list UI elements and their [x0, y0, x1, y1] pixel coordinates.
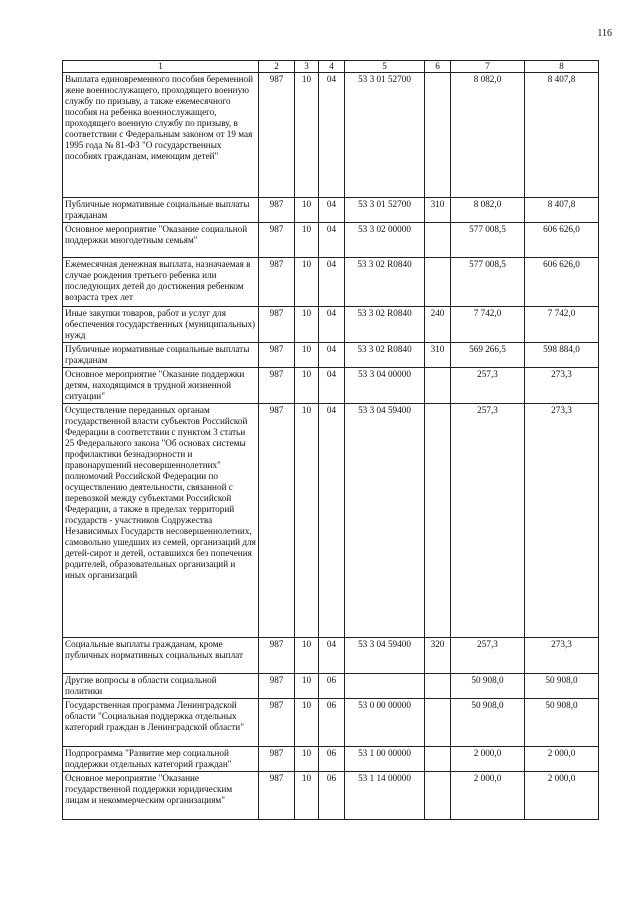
row-sum-2: 2 000,0: [525, 772, 599, 820]
page-number: 116: [597, 28, 612, 39]
column-header-6: 6: [425, 61, 451, 73]
row-name: Публичные нормативные социальные выплаты гражданам: [63, 343, 259, 368]
row-sum-1: 8 082,0: [451, 198, 525, 223]
column-header-2: 2: [259, 61, 295, 73]
row-csr: 53 3 01 52700: [345, 198, 425, 223]
row-pr: 06: [319, 699, 345, 747]
row-pr: 04: [319, 404, 345, 638]
row-name: Государственная программа Ленинградской области "Социальная поддержка отдельных категорий граждан в Ленинградской области": [63, 699, 259, 747]
row-rz: 10: [295, 343, 319, 368]
row-ved: 987: [259, 198, 295, 223]
table-row: [63, 699, 599, 747]
row-csr: 53 1 14 00000: [345, 772, 425, 820]
row-rz: 10: [295, 307, 319, 343]
row-pr: 04: [319, 223, 345, 258]
column-header-7: 7: [451, 61, 525, 73]
row-vr: 310: [425, 343, 451, 368]
column-header-5: 5: [345, 61, 425, 73]
row-sum-1: 257,3: [451, 404, 525, 638]
row-vr: [425, 223, 451, 258]
row-sum-1: 2 000,0: [451, 772, 525, 820]
row-sum-2: 8 407,8: [525, 198, 599, 223]
row-csr: 53 3 02 R0840: [345, 307, 425, 343]
row-sum-1: 2 000,0: [451, 747, 525, 772]
table-row: [63, 772, 599, 820]
row-rz: 10: [295, 368, 319, 404]
row-sum-1: 8 082,0: [451, 73, 525, 198]
row-rz: 10: [295, 674, 319, 699]
row-ved: 987: [259, 699, 295, 747]
row-ved: 987: [259, 223, 295, 258]
row-name: Основное мероприятие "Оказание государственной поддержки юридическим лицам и некоммерческим организациям": [63, 772, 259, 820]
row-name: Ежемесячная денежная выплата, назначаемая в случае рождения третьего ребенка или последующих детей до достижения ребенком возраста трех лет: [63, 258, 259, 307]
row-vr: [425, 258, 451, 307]
table-row: [63, 674, 599, 699]
row-pr: 04: [319, 198, 345, 223]
row-pr: 04: [319, 307, 345, 343]
table-row: [63, 747, 599, 772]
row-name: Основное мероприятие "Оказание поддержки детям, находящимся в трудной жизненной ситуации": [63, 368, 259, 404]
header-row: [63, 61, 599, 73]
row-pr: 04: [319, 258, 345, 307]
row-vr: [425, 404, 451, 638]
row-name: Выплата единовременного пособия беременной жене военнослужащего, проходящего военную службу по призыву, а также ежемесячного пособия на ребенка военнослужащего, проходящего военную службу по призыву, в соответствии с Федеральным законом от 19 мая 1995 года № 81-ФЗ "О государственных пособиях гражданам, имеющим детей": [63, 73, 259, 198]
row-name: Социальные выплаты гражданам, кроме публичных нормативных социальных выплат: [63, 638, 259, 674]
row-sum-2: 50 908,0: [525, 699, 599, 747]
column-header-8: 8: [525, 61, 599, 73]
row-rz: 10: [295, 223, 319, 258]
row-sum-2: 50 908,0: [525, 674, 599, 699]
row-vr: [425, 674, 451, 699]
row-vr: 320: [425, 638, 451, 674]
row-csr: 53 1 00 00000: [345, 747, 425, 772]
table-row: [63, 223, 599, 258]
row-vr: [425, 368, 451, 404]
row-ved: 987: [259, 368, 295, 404]
row-csr: 53 3 02 00000: [345, 223, 425, 258]
row-vr: 240: [425, 307, 451, 343]
table-row: [63, 258, 599, 307]
row-vr: [425, 699, 451, 747]
row-sum-1: 569 266,5: [451, 343, 525, 368]
table-row: [63, 307, 599, 343]
row-ved: 987: [259, 307, 295, 343]
row-pr: 06: [319, 674, 345, 699]
row-rz: 10: [295, 638, 319, 674]
column-header-1: 1: [63, 61, 259, 73]
table-row: [63, 404, 599, 638]
row-rz: 10: [295, 404, 319, 638]
row-ved: 987: [259, 674, 295, 699]
table-row: [63, 368, 599, 404]
row-rz: 10: [295, 747, 319, 772]
row-rz: 10: [295, 772, 319, 820]
row-csr: 53 3 02 R0840: [345, 343, 425, 368]
row-ved: 987: [259, 404, 295, 638]
row-sum-2: 8 407,8: [525, 73, 599, 198]
row-sum-1: 50 908,0: [451, 674, 525, 699]
row-pr: 04: [319, 343, 345, 368]
row-sum-2: 598 884,0: [525, 343, 599, 368]
row-sum-2: 2 000,0: [525, 747, 599, 772]
row-sum-2: 606 626,0: [525, 223, 599, 258]
row-vr: [425, 772, 451, 820]
row-sum-2: 606 626,0: [525, 258, 599, 307]
row-pr: 06: [319, 747, 345, 772]
row-pr: 04: [319, 73, 345, 198]
row-sum-1: 257,3: [451, 638, 525, 674]
row-name: Иные закупки товаров, работ и услуг для обеспечения государственных (муниципальных) нужд: [63, 307, 259, 343]
row-ved: 987: [259, 772, 295, 820]
budget-table: [62, 60, 599, 820]
row-pr: 06: [319, 772, 345, 820]
row-ved: 987: [259, 73, 295, 198]
column-header-3: 3: [295, 61, 319, 73]
row-name: Публичные нормативные социальные выплаты гражданам: [63, 198, 259, 223]
row-sum-1: 577 008,5: [451, 223, 525, 258]
row-name: Основное мероприятие "Оказание социальной поддержки многодетным семьям": [63, 223, 259, 258]
row-sum-1: 257,3: [451, 368, 525, 404]
row-sum-1: 50 908,0: [451, 699, 525, 747]
row-csr: 53 3 04 59400: [345, 404, 425, 638]
row-sum-1: 577 008,5: [451, 258, 525, 307]
row-sum-2: 7 742,0: [525, 307, 599, 343]
row-name: Осуществление переданных органам государственной власти субъектов Российской Федерации в соответствии с пунктом 3 статьи 25 Федерального закона "Об основах системы профилактики безнадзорности и правонарушений несовершеннолетних" полномочий Российской Федерации по осуществлению деятельности, связанной с перевозкой между субъектами Российской Федерации, а также в пределах территорий государств - участников Содружества Независимых Государств несовершеннолетних, самовольно ушедших из семей, организаций для детей-сирот и детей, оставшихся без попечения родителей, образовательных организаций и иных организаций: [63, 404, 259, 638]
table-row: [63, 73, 599, 198]
row-rz: 10: [295, 258, 319, 307]
row-name: Подпрограмма "Развитие мер социальной поддержки отдельных категорий граждан": [63, 747, 259, 772]
row-ved: 987: [259, 343, 295, 368]
row-csr: [345, 674, 425, 699]
row-rz: 10: [295, 73, 319, 198]
table-row: [63, 638, 599, 674]
row-sum-2: 273,3: [525, 404, 599, 638]
row-pr: 04: [319, 368, 345, 404]
row-ved: 987: [259, 258, 295, 307]
row-sum-2: 273,3: [525, 368, 599, 404]
row-ved: 987: [259, 747, 295, 772]
row-vr: [425, 747, 451, 772]
row-ved: 987: [259, 638, 295, 674]
row-csr: 53 3 04 00000: [345, 368, 425, 404]
row-csr: 53 3 04 59400: [345, 638, 425, 674]
row-rz: 10: [295, 198, 319, 223]
row-csr: 53 3 01 52700: [345, 73, 425, 198]
row-csr: 53 0 00 00000: [345, 699, 425, 747]
table-row: [63, 198, 599, 223]
row-csr: 53 3 02 R0840: [345, 258, 425, 307]
column-header-4: 4: [319, 61, 345, 73]
row-vr: [425, 73, 451, 198]
row-name: Другие вопросы в области социальной политики: [63, 674, 259, 699]
row-pr: 04: [319, 638, 345, 674]
table-row: [63, 343, 599, 368]
row-vr: 310: [425, 198, 451, 223]
row-sum-2: 273,3: [525, 638, 599, 674]
row-rz: 10: [295, 699, 319, 747]
row-sum-1: 7 742,0: [451, 307, 525, 343]
